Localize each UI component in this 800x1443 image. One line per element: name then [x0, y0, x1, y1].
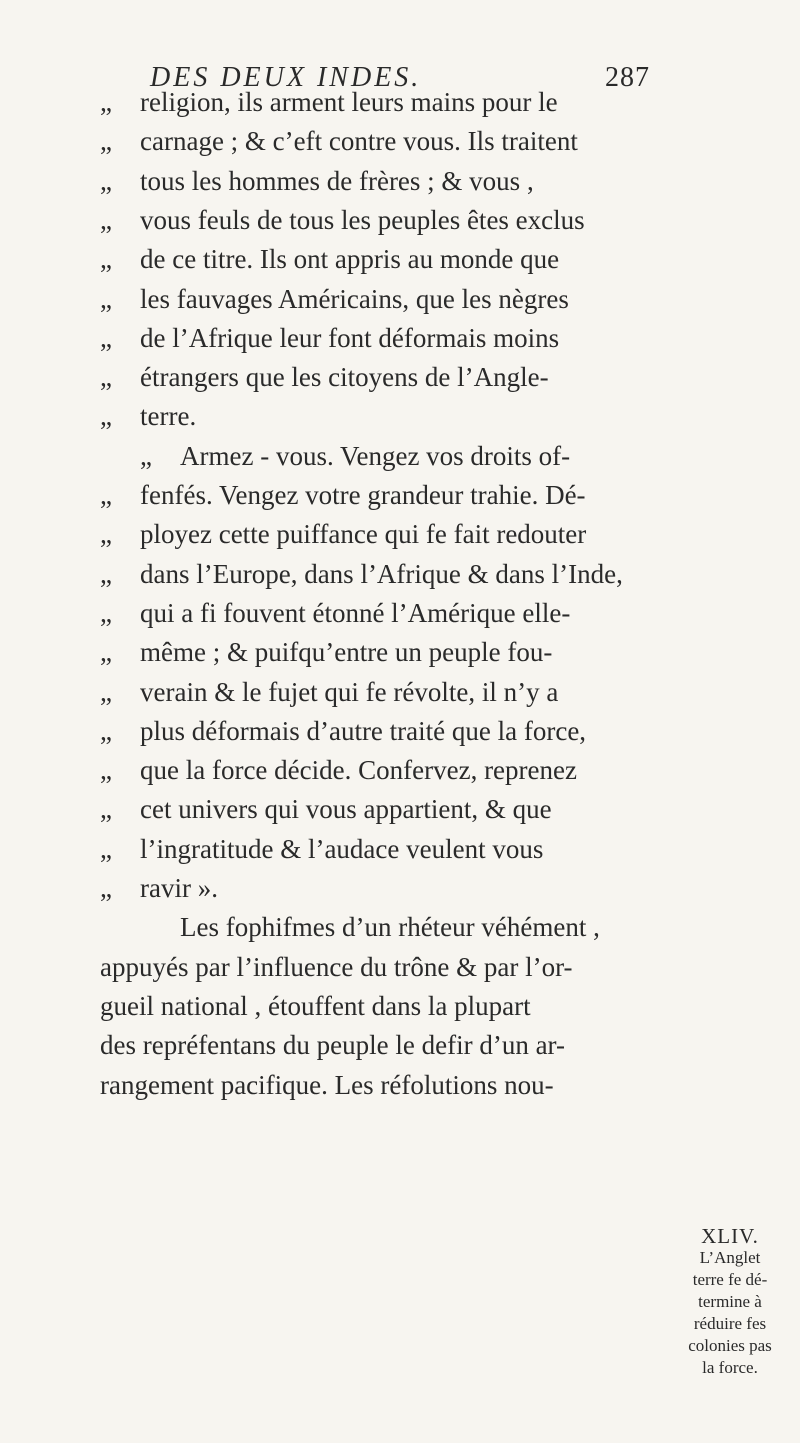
line-text: vous feuls de tous les peuples êtes exclus [140, 204, 585, 235]
line-text: rangement pacifique. Les réfolutions nou- [100, 1069, 554, 1100]
line-text: Armez - vous. Vengez vos droits of- [180, 440, 571, 471]
line-text: que la force décide. Confervez, reprenez [140, 755, 577, 786]
margin-note-line: terre fe dé- [692, 1270, 768, 1289]
line-text: verain & le fujet qui fe révolte, il n’y a [140, 676, 559, 707]
line-text: terre. [140, 401, 197, 432]
quote-mark: „ [140, 440, 152, 471]
margin-note-line: L’Anglet [699, 1248, 761, 1267]
line-text: dans l’Europe, dans l’Afrique & dans l’Inde, [140, 558, 623, 589]
line-text: même ; & puifqu’entre un peuple fou- [140, 637, 553, 668]
quote-mark: „ [100, 755, 112, 786]
line-text: tous les hommes de frères ; & vous , [140, 165, 534, 196]
quote-mark: „ [100, 87, 112, 117]
quote-mark: „ [100, 244, 112, 275]
quote-mark: „ [100, 480, 112, 510]
line-text: les fauvages Américains, que les nègres [140, 283, 569, 314]
line-text: l’ingratitude & l’audace veulent vous [140, 833, 544, 864]
line-text: qui a fi fouvent étonné l’Amérique elle- [140, 597, 571, 628]
margin-note-line: termine à [698, 1292, 762, 1311]
quote-mark: „ [100, 794, 112, 825]
quote-mark: „ [100, 519, 112, 550]
quote-mark: „ [100, 126, 112, 157]
quote-mark: „ [100, 833, 112, 864]
quote-mark: „ [100, 676, 112, 707]
quote-mark: „ [100, 873, 112, 903]
line-text: fenfés. Vengez votre grandeur trahie. Dé- [140, 480, 586, 510]
line-text: Les fophifmes d’un rhéteur véhément , [180, 912, 600, 943]
line-text: des repréfentans du peuple le defir d’un ar- [100, 1030, 565, 1061]
quote-mark: „ [100, 165, 112, 196]
quote-mark: „ [100, 322, 112, 353]
quote-mark: „ [100, 283, 112, 314]
line-text: de ce titre. Ils ont appris au monde que [140, 244, 560, 275]
line-text: ravir ». [140, 873, 218, 903]
quote-mark: „ [100, 362, 112, 393]
line-text: étrangers que les citoyens de l’Angle- [140, 362, 549, 393]
margin-note-number: XLIV. [701, 1224, 759, 1248]
line-text: appuyés par l’influence du trône & par l’or- [100, 951, 573, 982]
line-text: plus déformais d’autre traité que la force, [140, 715, 587, 746]
quote-mark: „ [100, 597, 112, 628]
line-text: de l’Afrique leur font déformais moins [140, 322, 560, 353]
margin-note-line: la force. [702, 1358, 758, 1377]
running-title: DES DEUX INDES. [150, 62, 422, 93]
page-number: 287 [605, 62, 650, 93]
quote-mark: „ [100, 401, 112, 432]
quote-mark: „ [100, 558, 112, 589]
line-text: gueil national , étouffent dans la plupart [100, 990, 531, 1021]
quote-mark: „ [100, 637, 112, 668]
quote-mark: „ [100, 715, 112, 746]
margin-note-line: réduire fes [693, 1314, 767, 1333]
line-text: ployez cette puiffance qui fe fait redouter [140, 519, 587, 550]
quote-mark: „ [100, 204, 112, 235]
line-text: religion, ils arment leurs mains pour le [140, 87, 558, 117]
line-text: carnage ; & c’eft contre vous. Ils traitent [140, 126, 578, 157]
margin-note [670, 1225, 790, 1379]
line-text: cet univers qui vous appartient, & que [140, 794, 552, 825]
margin-note-line: colonies pas [688, 1336, 772, 1355]
